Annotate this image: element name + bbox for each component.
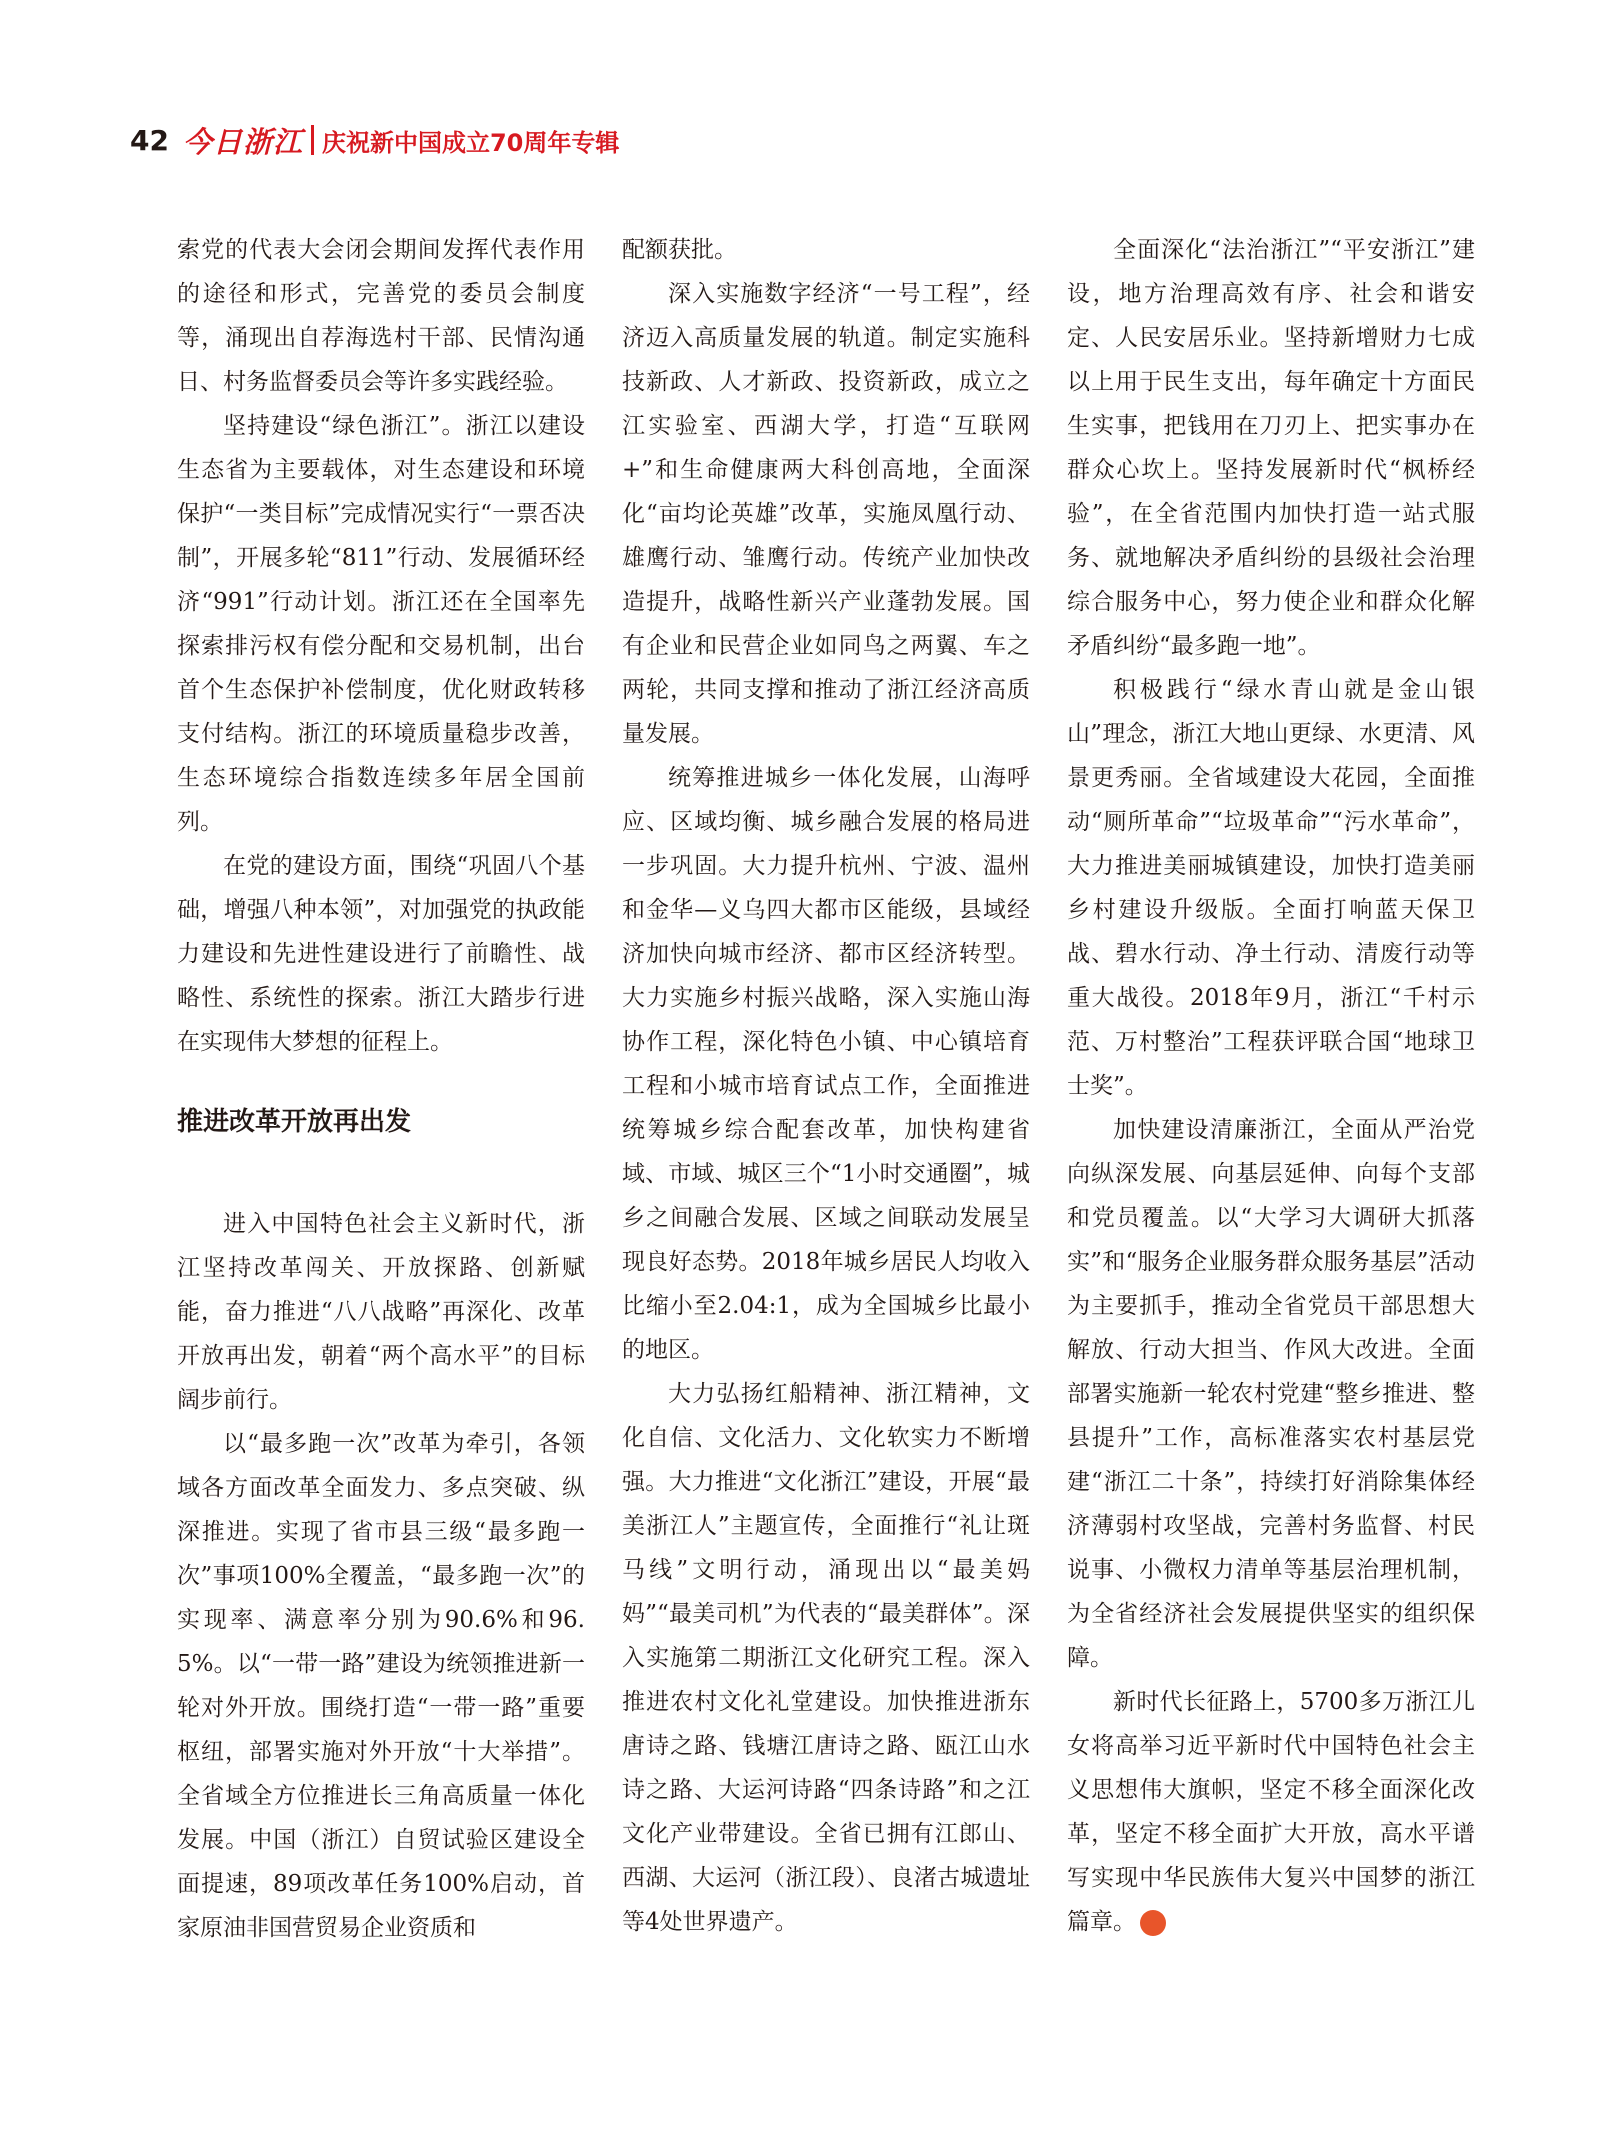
paragraph: 索党的代表大会闭会期间发挥代表作用的途径和形式，完善党的委员会制度等，涌现出自荐海选村干部、民情沟通日、村务监督委员会等许多实践经验。 [177,237,585,395]
page-number: 42 [130,123,169,157]
paragraph: 加快建设清廉浙江，全面从严治党向纵深发展、向基层延伸、向每个支部和党员覆盖。以“大学习大调研大抓落实”和“服务企业服务群众服务基层”活动为主要抓手，推动全省党员干部思想大解放、行动大担当、作风大改进。全面部署实施新一轮农村党建“整乡推进、整县提升”工作，高标准落实农村基层党建“浙江二十条”，持续打好消除集体经济薄弱村攻坚战，完善村务监督、村民说事、小微权力清单等基层治理机制，为全省经济社会发展提供坚实的组织保障。 [1067,1117,1475,1671]
paragraph [1067,1680,1475,1944]
text-column-3 [1067,228,1475,1944]
column-title: 庆祝新中国成立70周年专辑 [321,128,620,157]
paragraph: 配额获批。 [622,237,737,263]
end-mark-icon: 今 [1140,1910,1166,1936]
paragraph: 进入中国特色社会主义新时代，浙江坚持改革闯关、开放探路、创新赋能，奋力推进“八八战略”再深化、改革开放再出发，朝着“两个高水平”的目标阔步前行。 [177,1211,585,1413]
page-header [130,120,619,160]
section-heading: 推进改革开放再出发 [177,1107,412,1137]
paragraph: 统筹推进城乡一体化发展，山海呼应、区域均衡、城乡融合发展的格局进一步巩固。大力提升杭州、宁波、温州和金华—义乌四大都市区能级，县域经济加快向城市经济、都市区经济转型。大力实施乡村振兴战略，深入实施山海协作工程，深化特色小镇、中心镇培育工程和小城市培育试点工作，全面推进统筹城乡综合配套改革，加快构建省域、市域、城区三个“1小时交通圈”，城乡之间融合发展、区域之间联动发展呈现良好态势。2018年城乡居民人均收入比缩小至2.04:1，成为全国城乡比最小的地区。 [622,765,1030,1363]
magazine-logo: 今日浙江 [182,124,303,159]
paragraph: 在党的建设方面，围绕“巩固八个基础，增强八种本领”，对加强党的执政能力建设和先进性建设进行了前瞻性、战略性、系统性的探索。浙江大踏步行进在实现伟大梦想的征程上。 [177,853,585,1055]
paragraph: 积极践行“绿水青山就是金山银山”理念，浙江大地山更绿、水更清、风景更秀丽。全省域建设大花园，全面推动“厕所革命”“垃圾革命”“污水革命”，大力推进美丽城镇建设，加快打造美丽乡村建设升级版。全面打响蓝天保卫战、碧水行动、净土行动、清废行动等重大战役。2018年9月，浙江“千村示范、万村整治”工程获评联合国“地球卫士奖”。 [1067,677,1475,1099]
text-column-1 [177,228,585,1950]
text-column-2 [622,228,1030,1944]
closing-text: 新时代长征路上，5700多万浙江儿女将高举习近平新时代中国特色社会主义思想伟大旗帜，坚定不移全面深化改革，坚定不移全面扩大开放，高水平谱写实现中华民族伟大复兴中国梦的浙江篇章。 [1067,1689,1475,1935]
paragraph: 深入实施数字经济“一号工程”，经济迈入高质量发展的轨道。制定实施科技新政、人才新政、投资新政，成立之江实验室、西湖大学，打造“互联网+”和生命健康两大科创高地，全面深化“亩均论英雄”改革，实施凤凰行动、雄鹰行动、雏鹰行动。传统产业加快改造提升，战略性新兴产业蓬勃发展。国有企业和民营企业如同鸟之两翼、车之两轮，共同支撑和推动了浙江经济高质量发展。 [622,281,1030,747]
paragraph: 坚持建设“绿色浙江”。浙江以建设生态省为主要载体，对生态建设和环境保护“一类目标”完成情况实行“一票否决制”，开展多轮“811”行动、发展循环经济“991”行动计划。浙江还在全国率先探索排污权有偿分配和交易机制，出台首个生态保护补偿制度，优化财政转移支付结构。浙江的环境质量稳步改善，生态环境综合指数连续多年居全国前列。 [177,413,585,835]
paragraph: 以“最多跑一次”改革为牵引，各领域各方面改革全面发力、多点突破、纵深推进。实现了省市县三级“最多跑一次”事项100%全覆盖，“最多跑一次”的实现率、满意率分别为90.6%和96.5%。以“一带一路”建设为统领推进新一轮对外开放。围绕打造“一带一路”重要枢纽，部署实施对外开放“十大举措”。全省域全方位推进长三角高质量一体化发展。中国（浙江）自贸试验区建设全面提速，89项改革任务100%启动，首家原油非国营贸易企业资质和 [177,1431,585,1941]
paragraph: 全面深化“法治浙江”“平安浙江”建设，地方治理高效有序、社会和谐安定、人民安居乐业。坚持新增财力七成以上用于民生支出，每年确定十方面民生实事，把钱用在刀刃上、把实事办在群众心坎上。坚持发展新时代“枫桥经验”，在全省范围内加快打造一站式服务、就地解决矛盾纠纷的县级社会治理综合服务中心，努力使企业和群众化解矛盾纠纷“最多跑一地”。 [1067,237,1475,659]
header-separator [311,125,314,155]
paragraph: 大力弘扬红船精神、浙江精神，文化自信、文化活力、文化软实力不断增强。大力推进“文化浙江”建设，开展“最美浙江人”主题宣传，全面推行“礼让斑马线”文明行动，涌现出以“最美妈妈”“最美司机”为代表的“最美群体”。深入实施第二期浙江文化研究工程。深入推进农村文化礼堂建设。加快推进浙东唐诗之路、钱塘江唐诗之路、瓯江山水诗之路、大运河诗路“四条诗路”和之江文化产业带建设。全省已拥有江郎山、西湖、大运河（浙江段）、良渚古城遗址等4处世界遗产。 [622,1381,1030,1935]
